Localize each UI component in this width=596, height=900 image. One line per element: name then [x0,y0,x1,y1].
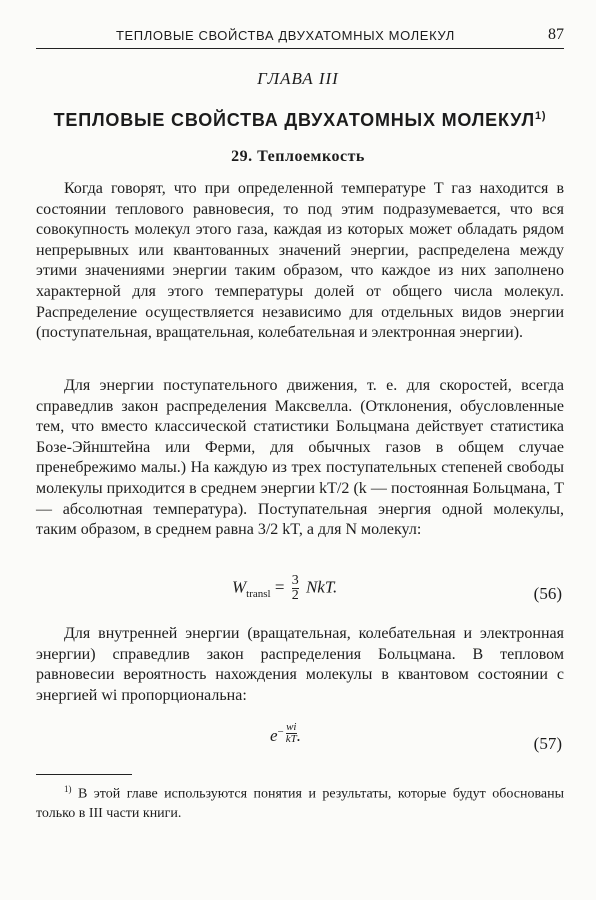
chapter-footnote-mark: 1) [534,110,547,122]
formula-56-rhs: NkT. [305,577,338,597]
footnote-rule [36,774,132,775]
paragraph-text: Для внутренней энергии (вращательная, колебательная и электронная энергии) справедлив закон распределения Больцмана. В тепловом равновесии вероятность нахождения молекулы в квантовом состоянии с энергией wi пропорциональна: [36,625,564,704]
formula-56-lhs: W [232,577,247,597]
footnote-text: В этой главе используются понятия и результаты, которые будут обоснованы только в III части книги. [36,786,564,821]
formula-56-expression [232,574,337,603]
chapter-title-text: ТЕПЛОВЫЕ СВОЙСТВА ДВУХАТОМНЫХ МОЛЕКУЛ [53,110,535,130]
chapter-title [36,110,564,131]
formula-56 [0,572,596,618]
running-head-title: ТЕПЛОВЫЕ СВОЙСТВА ДВУХАТОМНЫХ МОЛЕКУЛ [116,28,455,43]
formula-57 [0,721,596,766]
formula-57-expression [270,721,302,746]
formula-57-minus: − [277,726,284,738]
paragraph-text: Когда говорят, что при определенной температуре T газ находится в состоянии теплового равновесия, то под этим подразумевается, что вся совокупность молекул этого газа, каждая из которых может обладать рядом непрерывных или квантованных значений энергии, распределена между этими значениями энергии таким образом, что каждое из них заполнено характерной для этого температуры долей от общего числа молекул. Распределение осуществляется независимо для отдельных видов энергии (поступательная, вращательная, колебательная и электронная энергии). [36,180,564,342]
page-number: 87 [548,26,564,43]
formula-56-fraction-num: 3 [291,573,299,588]
footnote-mark: 1) [64,784,72,794]
formula-57-base: e [270,726,278,745]
formula-57-tail: . [296,726,302,745]
formula-57-number: (57) [533,734,562,753]
formula-56-fraction-den: 2 [291,588,299,603]
chapter-label: ГЛАВА III [257,69,339,88]
paragraph-3 [36,624,564,706]
formula-57-exponent [286,722,297,745]
formula-56-number: (56) [533,584,562,603]
paragraph-1 [36,179,564,344]
formula-56-subscript: transl [246,587,271,600]
running-head [36,26,564,49]
formula-56-fraction [292,574,299,603]
formula-56-equals: = [274,577,285,597]
paragraph-text: Для энергии поступательного движения, т. е. для скоростей, всегда справедлив закон распределения Максвелла. (Отклонения, обусловленные тем, что вместо классической статистики Больцмана действует статистика Бозе-Эйнштейна или Ферми, для обычных газов в общем случае пренебрежимо малы.) На каждую из трех поступательных степеней свободы молекулы приходится в среднем энергии kT/2 (k — постоянная Больцмана, T — абсолютная температура). Поступательная энергия одной молекулы, таким образом, в среднем равна 3/2 kT, а для N молекул: [36,377,564,539]
formula-57-exponent-num: wi [286,721,297,733]
section-title: 29. Теплоемкость [231,148,365,165]
paragraph-2 [36,376,564,541]
formula-57-exponent-den: kT [285,733,297,745]
footnote [36,780,564,823]
